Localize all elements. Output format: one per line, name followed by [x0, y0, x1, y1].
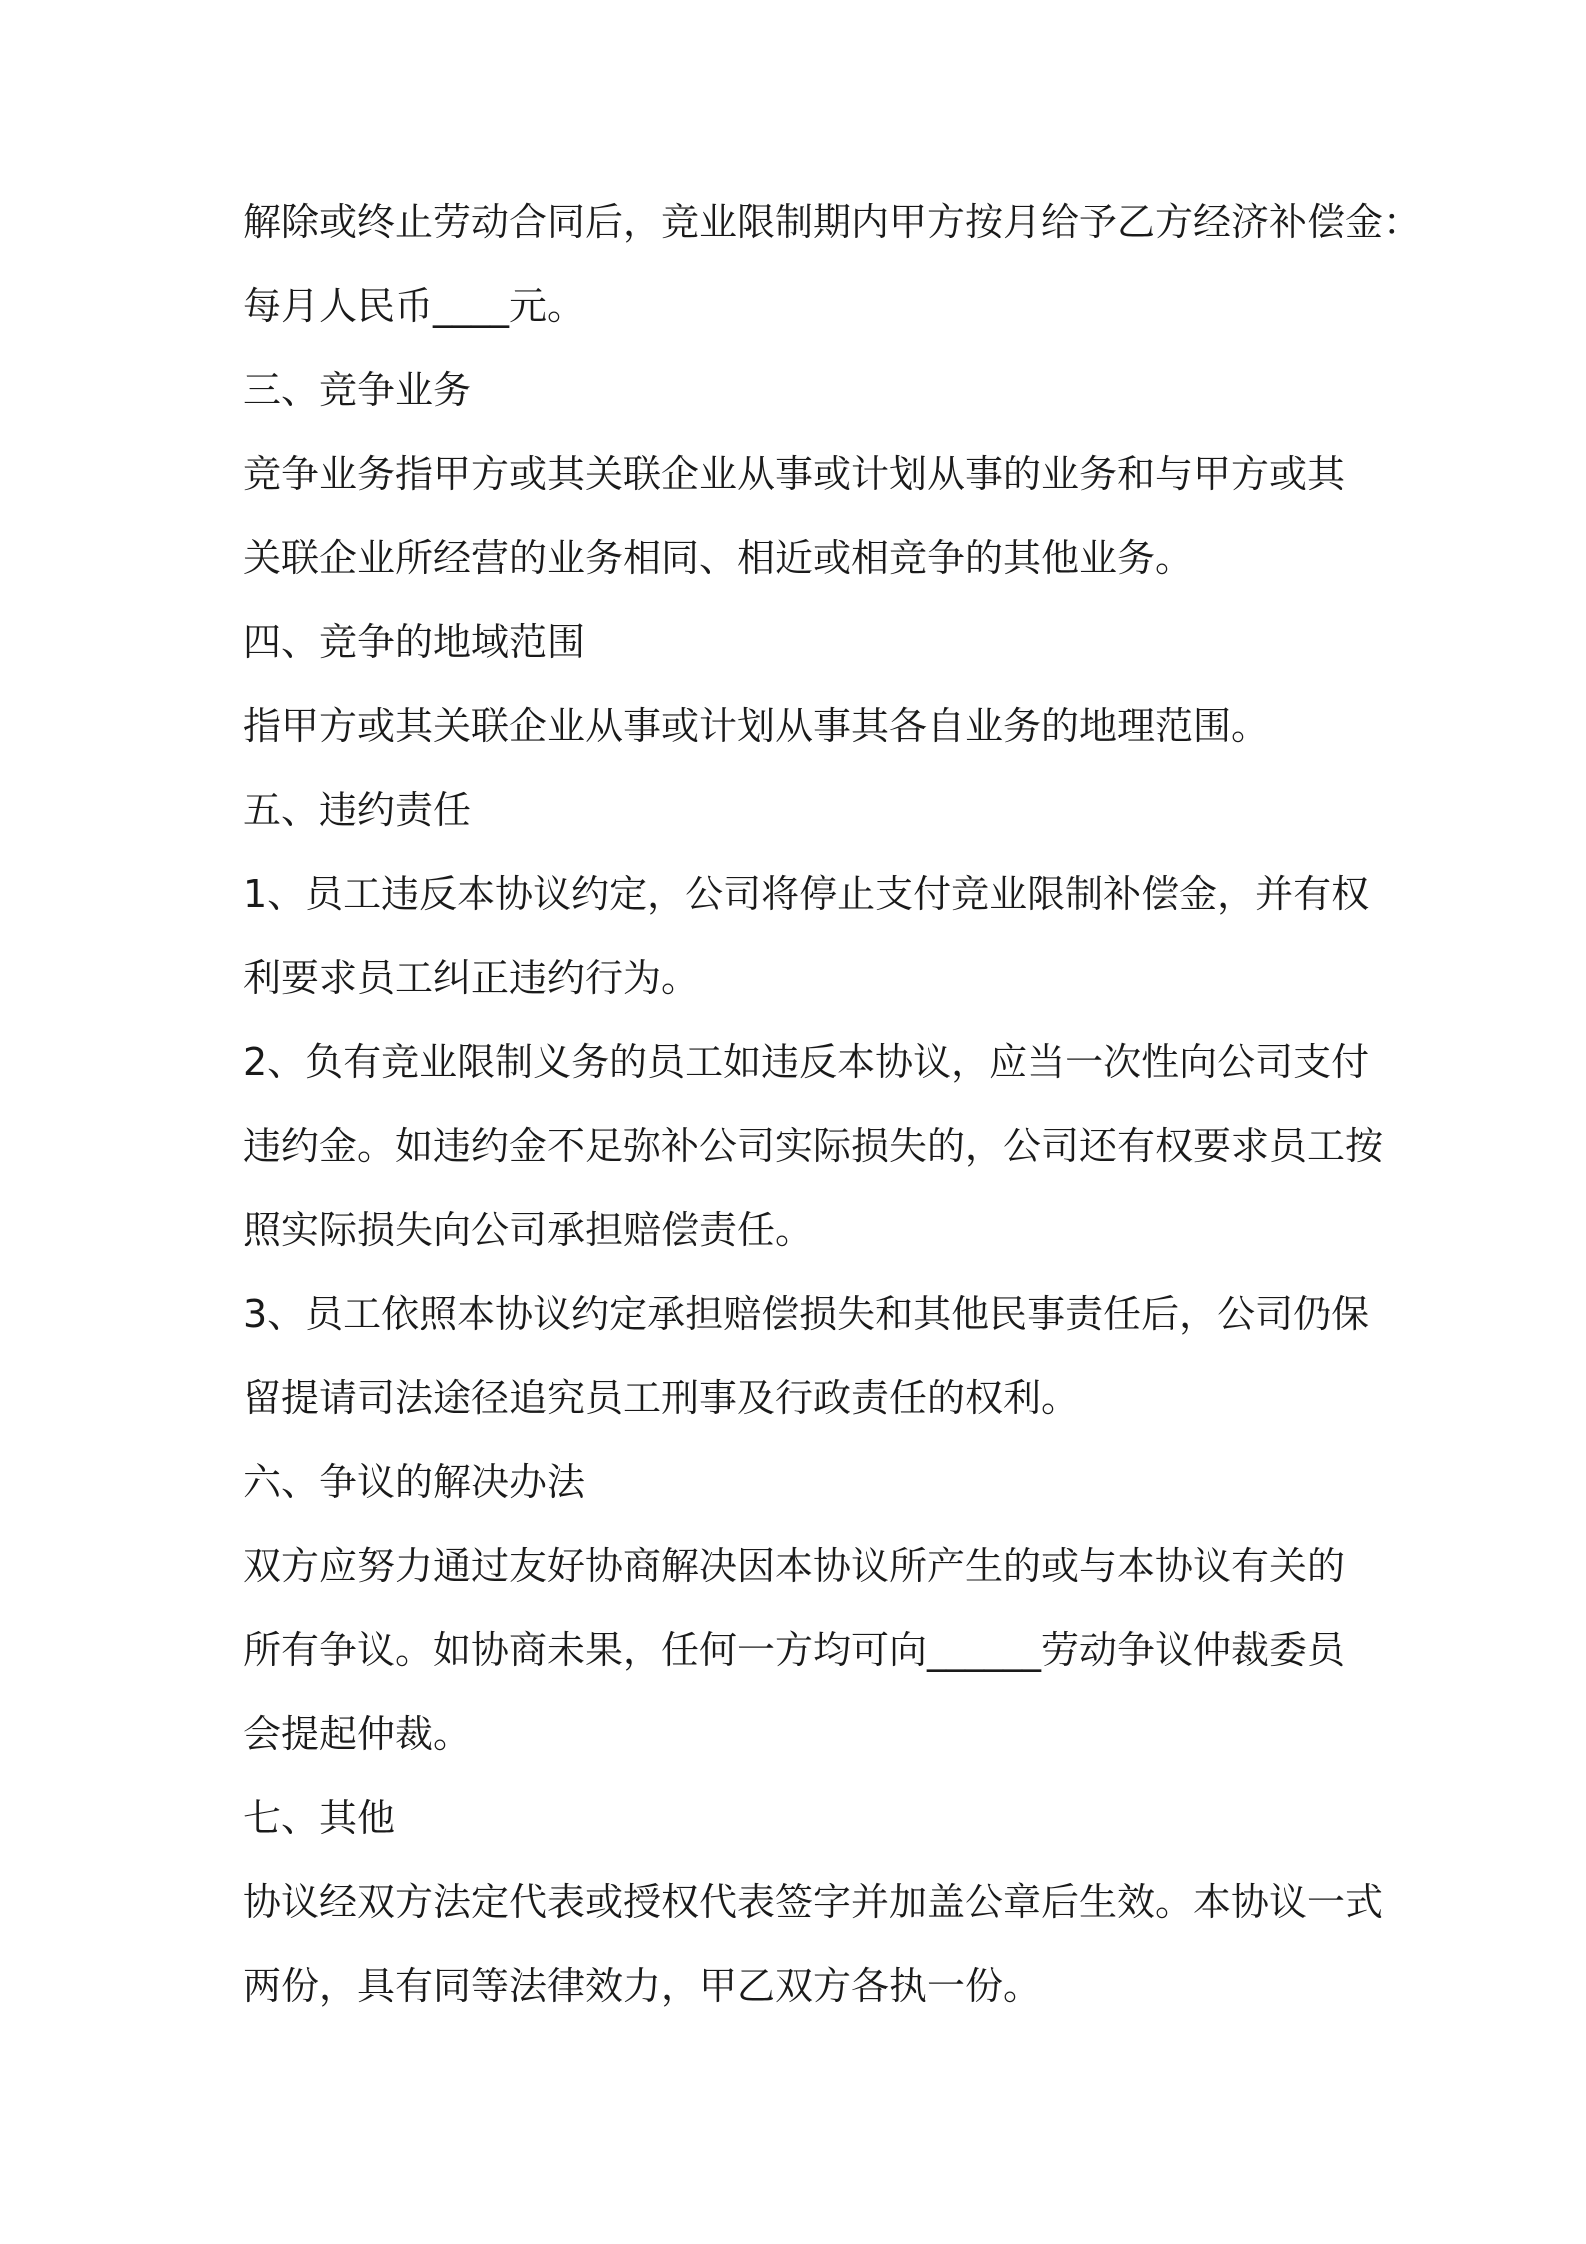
body-line-22: 两份，具有同等法律效力，甲乙双方各执一份。 — [243, 1964, 1042, 2008]
body-line-5: 关联企业所经营的业务相同、相近或相竞争的其他业务。 — [243, 536, 1194, 580]
body-line-17: 双方应努力通过友好协商解决因本协议所产生的或与本协议有关的 — [243, 1544, 1346, 1588]
section-heading-7: 七、其他 — [243, 1796, 396, 1840]
clause-3-line-1: 3、员工依照本协议约定承担赔偿损失和其他民事责任后，公司仍保 — [243, 1292, 1370, 1336]
body-line-2: 每月人民币____元。 — [243, 284, 586, 328]
body-line-18: 所有争议。如协商未果，任何一方均可向______劳动争议仲裁委员 — [243, 1628, 1346, 1672]
clause-2-line-3: 照实际损失向公司承担赔偿责任。 — [243, 1208, 814, 1252]
body-line-1: 解除或终止劳动合同后，竞业限制期内甲方按月给予乙方经济补偿金： — [243, 200, 1422, 244]
section-heading-5: 五、违约责任 — [243, 788, 472, 832]
clause-2-line-2: 违约金。如违约金不足弥补公司实际损失的，公司还有权要求员工按 — [243, 1124, 1384, 1168]
clause-1-line-1: 1、员工违反本协议约定，公司将停止支付竞业限制补偿金，并有权 — [243, 872, 1370, 916]
document-page — [243, 196, 1422, 2044]
clause-2-line-1: 2、负有竞业限制义务的员工如违反本协议，应当一次性向公司支付 — [243, 1040, 1370, 1084]
body-line-19: 会提起仲裁。 — [243, 1712, 472, 1756]
body-line-21: 协议经双方法定代表或授权代表签字并加盖公章后生效。本协议一式 — [243, 1880, 1384, 1924]
clause-3-line-2: 留提请司法途径追究员工刑事及行政责任的权利。 — [243, 1376, 1080, 1420]
body-line-4: 竞争业务指甲方或其关联企业从事或计划从事的业务和与甲方或其 — [243, 452, 1346, 496]
body-line-7: 指甲方或其关联企业从事或计划从事其各自业务的地理范围。 — [243, 704, 1270, 748]
section-heading-4: 四、竞争的地域范围 — [243, 620, 586, 664]
section-heading-3: 三、竞争业务 — [243, 368, 472, 412]
section-heading-6: 六、争议的解决办法 — [243, 1460, 586, 1504]
clause-1-line-2: 利要求员工纠正违约行为。 — [243, 956, 700, 1000]
